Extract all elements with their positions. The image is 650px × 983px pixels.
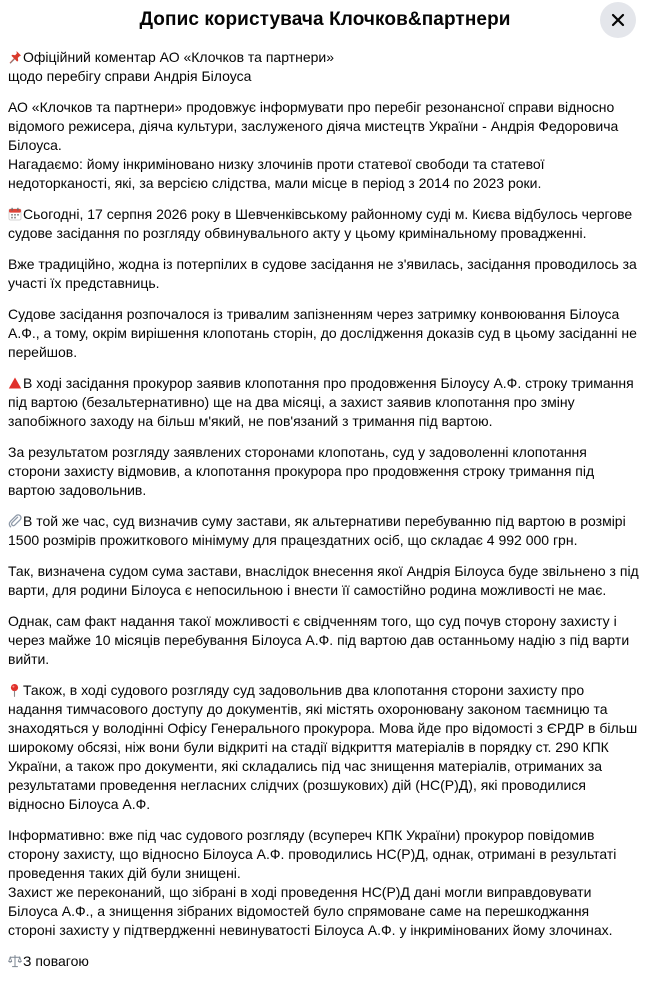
calendar-icon [8,207,22,221]
post-body [8,48,640,983]
pushpin-icon [8,50,22,64]
paragraph-8-text: Так, визначена судом сума застави, внаслідок внесення якої Андрія Білоуса буде звільнено з під варти, для родини Білоуса є непосильною і внести її самостійно родина можливості не має. [8,563,639,598]
paragraph-6-text: За результатом розгляду заявлених сторонами клопотань, суд у задоволенні клопотання сторони захисту відмовив, а клопотання прокурора про продовження строку тримання під вартою задовольнив. [8,444,595,498]
paragraph-7-text: В той же час, суд визначив суму застави, як альтернативи перебуванню під вартою в розмірі 1500 розмірів прожиткового мінімуму для працездатних осіб, що складає 4 992 000 грн. [8,513,626,548]
paragraph-1 [8,98,640,193]
post-intro [8,48,640,86]
close-button[interactable] [600,2,636,38]
paragraph-11-text: Інформативно: вже під час судового розгляду (всупереч КПК України) прокурор повідомив сторону захисту, що відносно Білоуса А.Ф. проводились НС(Р)Д, однак, отримані в результаті проведення таких дій були знищені. [8,827,617,881]
paragraph-1b-text: Нагадаємо: йому інкриміновано низку злочинів проти статевої свободи та статевої недоторканості, які, за версією слідства, мали місце в період з 2014 по 2023 роки. [8,156,545,191]
dialog-header [0,0,650,40]
paragraph-10-text: Також, в ході судового розгляду суд задовольнив два клопотання сторони захисту про надання тимчасового доступу до документів, які містять охоронювану законом таємницю та знаходяться у володінні Офісу Генерального прокурора. Мова йде про відомості з ЄРДР в більш широкому обсязі, ніж вони були відкриті на стадії відкриття матеріалів в порядку ст. 290 КПК України, а також про документи, які складались під час знищення матеріалів, отриманих за результатами проведення негласних слідчих (розшукових) дій (НС(Р)Д), які проводилися відносно Білоуса А.Ф. [8,682,638,812]
close-icon [610,12,626,28]
paragraph-2-text: Сьогодні, 17 серпня 2026 року в Шевченківському районному суді м. Києва відбулось чергове судове засідання по розгляду обвинувального акту у цьому кримінальному провадженні. [8,206,633,241]
paragraph-3 [8,255,640,293]
paragraph-5-text: В ході засідання прокурор заявив клопотання про продовження Білоусу А.Ф. строку тримання під вартою (безальтернативно) ще на два місяці, а захист заявив клопотання про зміну запобіжного заходу на більш м'який, не пов'язаний з тримання під вартою. [8,375,634,429]
paragraph-11 [8,826,640,940]
paperclip-icon [8,514,22,528]
paragraph-9 [8,612,640,669]
signoff-text: З повагою [23,953,89,969]
paragraph-2 [8,205,640,243]
post-line-1-text: Офіційний коментар АО «Клочков та партнери» [23,49,335,65]
paragraph-5 [8,374,640,431]
paragraph-4 [8,305,640,362]
scales-icon [8,954,22,968]
paragraph-9-text: Однак, сам факт надання такої можливості є свідченням того, що суд почув сторону захисту і через майже 10 місяців перебування Білоуса А.Ф. під вартою дав останньому надію з під варти вийти. [8,613,630,667]
paragraph-4-text: Судове засідання розпочалося із тривалим запізненням через затримку конвоювання Білоуса А.Ф., а тому, окрім вирішення клопотань сторін, до дослідження доказів суд в цьому засіданні не перейшов. [8,306,637,360]
paragraph-6 [8,443,640,500]
dialog-title: Допис користувача Клочков&партнери [139,9,511,30]
post-line-2: щодо перебігу справи Андрія Білоуса [8,68,252,84]
red-triangle-icon [8,376,22,390]
signoff [8,952,640,971]
post-line-1 [8,48,640,67]
paragraph-8 [8,562,640,600]
paragraph-3-text: Вже традиційно, жодна із потерпілих в судове засідання не з'явилась, засідання проводилось за участі їх представниць. [8,256,637,291]
round-pushpin-icon [8,683,22,697]
paragraph-10 [8,681,640,814]
paragraph-11b-text: Захист же переконаний, що зібрані в ході проведення НС(Р)Д дані могли виправдовувати Білоуса А.Ф., а знищення зібраних відомостей було спрямоване саме на перешкоджання стороні захисту у підтвердженні невинуватості Білоуса А.Ф. у інкримінованих йому злочинах. [8,884,613,938]
paragraph-1-text: АО «Клочков та партнери» продовжує інформувати про перебіг резонансної справи відносно відомого режисера, діяча культури, заслуженого діяча мистецтв України - Андрія Федоровича Білоуса. [8,99,619,153]
paragraph-7 [8,512,640,550]
